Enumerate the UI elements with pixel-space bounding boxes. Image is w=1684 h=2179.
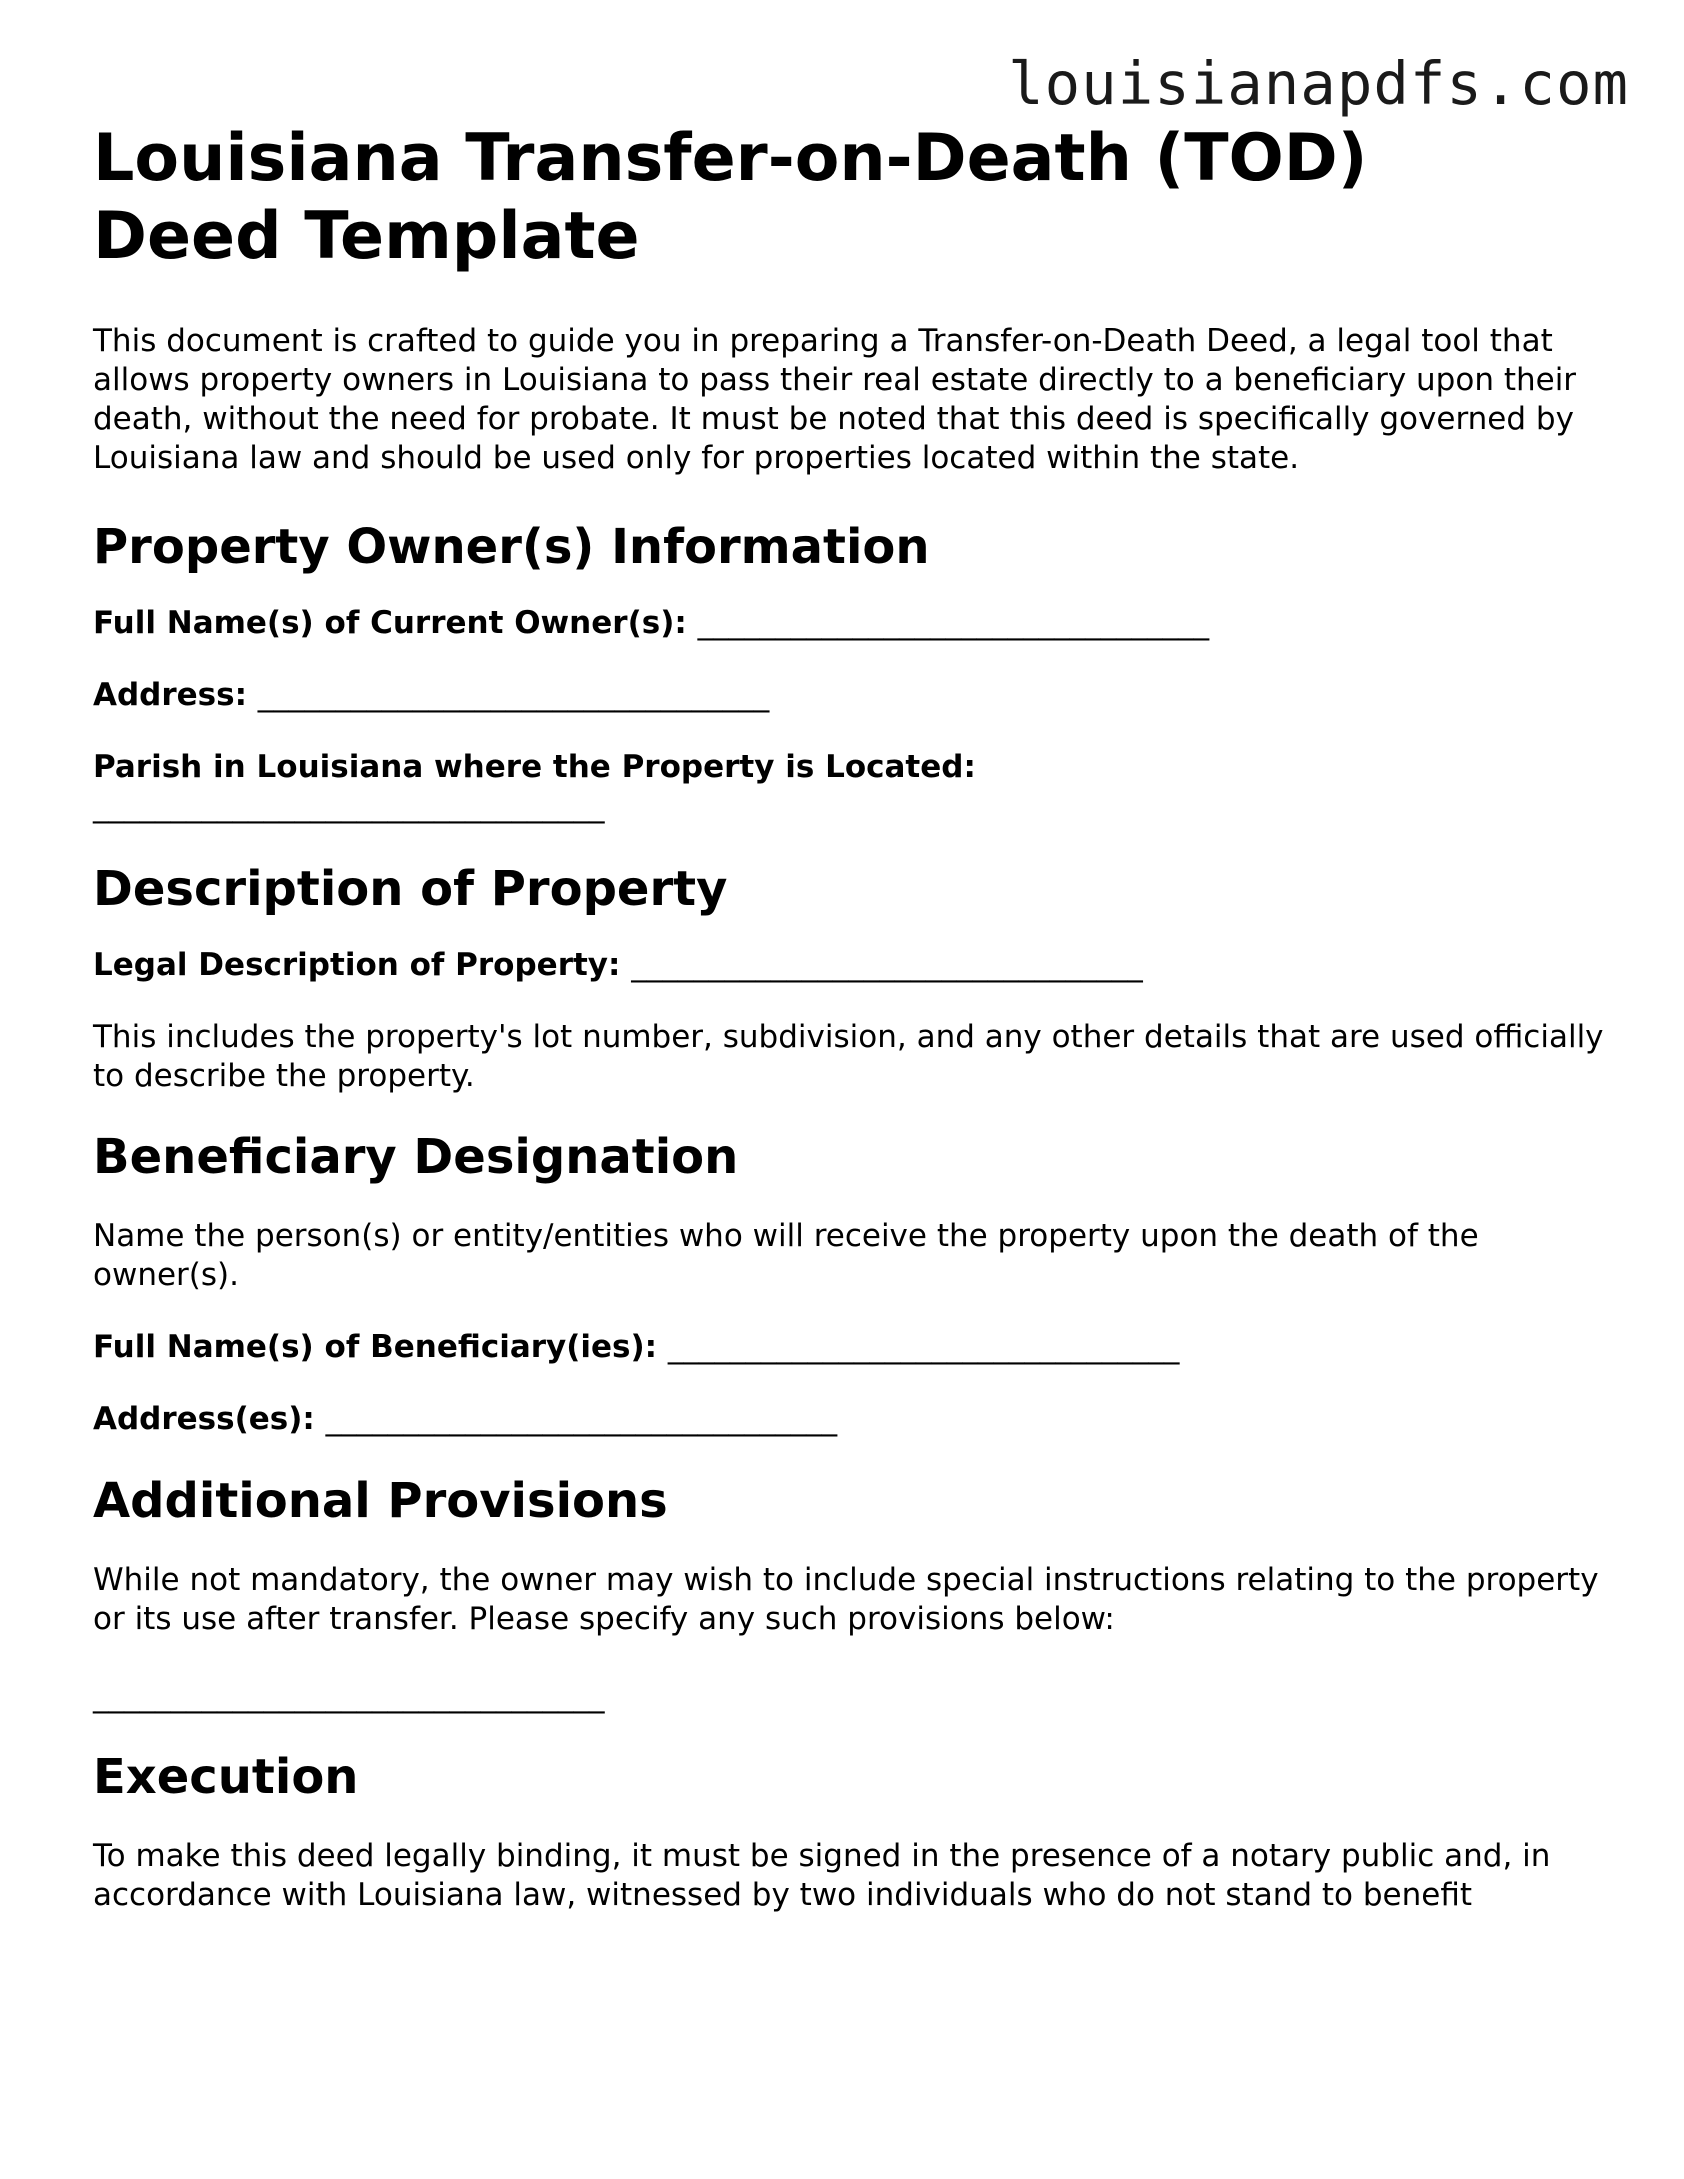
execution-text: To make this deed legally binding, it must be signed in the presence of a notary public and, in accordance with Louisiana law, witnessed by two individuals who do not stand to benefit	[93, 1838, 1551, 1913]
parish-blank[interactable]: _________________________________	[93, 788, 605, 824]
site-watermark: louisianapdfs.com	[1008, 49, 1629, 118]
owner-address-label: Address:	[93, 677, 247, 713]
parish-field	[93, 748, 1613, 826]
beneficiary-address-label: Address(es):	[93, 1401, 315, 1437]
beneficiary-name-label: Full Name(s) of Beneficiary(ies):	[93, 1329, 658, 1365]
owner-address-field	[93, 676, 1613, 715]
owner-name-field	[93, 604, 1613, 643]
document-content	[93, 120, 1613, 1915]
parish-label: Parish in Louisiana where the Property is Located:	[93, 749, 976, 785]
owner-name-blank[interactable]: _________________________________	[697, 605, 1210, 641]
provisions-text: While not mandatory, the owner may wish to include special instructions relating to the property or its use after transfer. Please specify any such provisions below:	[93, 1562, 1599, 1637]
beneficiary-intro: Name the person(s) or entity/entities who will receive the property upon the death of the owner(s).	[93, 1218, 1479, 1293]
description-note: This includes the property's lot number, subdivision, and any other details that are used officially to describe the property.	[93, 1019, 1604, 1094]
legal-description-blank[interactable]: _________________________________	[631, 947, 1143, 983]
execution-section-heading: Execution	[93, 1749, 359, 1805]
document-title: Louisiana Transfer-on-Death (TOD) Deed Template	[93, 121, 1368, 274]
beneficiary-name-blank[interactable]: _________________________________	[667, 1329, 1180, 1365]
beneficiary-section-heading: Beneficiary Designation	[93, 1129, 739, 1185]
legal-description-field	[93, 946, 1613, 985]
description-section-heading: Description of Property	[93, 861, 728, 917]
owner-address-blank[interactable]: _________________________________	[257, 677, 770, 713]
legal-description-label: Legal Description of Property:	[93, 947, 621, 983]
provisions-section-heading: Additional Provisions	[93, 1473, 668, 1529]
owner-name-label: Full Name(s) of Current Owner(s):	[93, 605, 687, 641]
beneficiary-address-blank[interactable]: _________________________________	[325, 1401, 838, 1437]
intro-paragraph: This document is crafted to guide you in preparing a Transfer-on-Death Deed, a legal tool that allows property owners in Louisiana to pass their real estate directly to a beneficiary upon their death, without the need for probate. It must be noted that this deed is specifically governed by Louisiana law and should be used only for properties located within the state.	[93, 323, 1577, 476]
beneficiary-name-field	[93, 1328, 1613, 1367]
beneficiary-address-field	[93, 1400, 1613, 1439]
owner-section-heading: Property Owner(s) Information	[93, 519, 930, 575]
provisions-blank[interactable]: _________________________________	[93, 1678, 605, 1714]
